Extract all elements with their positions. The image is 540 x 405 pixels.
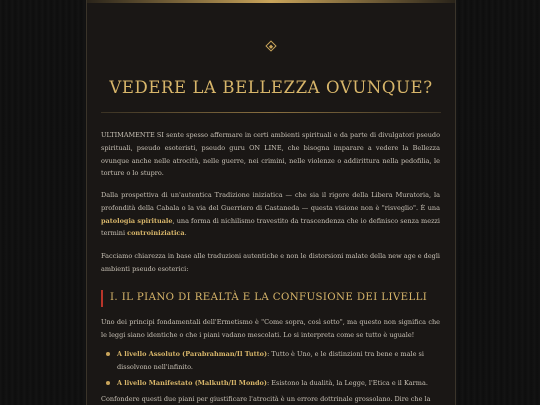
list-item: [101, 348, 440, 374]
list-item-text: : Esistono la dualità, la Legge, l'Etica e il Karma.: [266, 378, 428, 387]
top-gold-bar: [87, 0, 455, 3]
list-item-label: A livello Manifestato (Malkuth/Il Mondo): [117, 378, 267, 387]
intro-paragraph-2-text-a: Dalla prospettiva di un'autentica Tradizione iniziatica — che sia il rigore della Libera Muratoria, la profondità della Cabala o la via del Guerriero di Castaneda — questa visione non è "risveglio". È una: [101, 191, 440, 212]
section-title: I. IL PIANO DI REALTÀ E LA CONFUSIONE DEI LIVELLI: [110, 292, 428, 303]
bullet-icon: [106, 381, 110, 385]
intro-paragraph-2-text-b: , una forma di nichilismo travestito da trascendenza che io definisco senza mezzi termini: [101, 216, 440, 238]
section-paragraph-2: Confondere questi due piani per giustificare l'atrocità è un errore dottrinale grossolano. Dire che la: [101, 395, 431, 403]
article-title: VEDERE LA BELLEZZA OVUNQUE?: [109, 78, 433, 97]
intro-paragraph-2: [101, 189, 440, 240]
highlight-controiniziatica: controiniziatica: [127, 229, 185, 238]
intro-paragraph-2-text-c: .: [184, 229, 187, 238]
section-paragraph-1: Uno dei principi fondamentali dell'Ermetismo è "Come sopra, così sotto", ma questo non significa che le leggi siano identiche o che i piani vadano mescolati. Lo si interpreta come se tutto è uguale!: [101, 318, 440, 339]
list-item-label: A livello Assoluto (Parabrahman/Il Tutto): [117, 350, 268, 358]
intro-paragraph-1: ULTIMAMENTE SI sente spesso affermare in certi ambienti spirituali e da parte di divulgatori pseudo spirituali, pseudo esoteristi, pseudo guru ON LINE, che bisogna imparare a vedere la Bellezza ovunque anche nelle atrocità, nelle guerre, nei crimini, nelle violenze o addirittura nella pedofilia, le torture o lo stupro.: [101, 131, 440, 178]
list-item-text: : Tutto è Uno, e le distinzioni tra bene e male si dissolvono nell'infinito.: [117, 350, 424, 371]
levels-list: [101, 348, 440, 392]
bullet-icon: [106, 352, 110, 356]
diamond-ornament-icon: [265, 40, 276, 51]
section-accent-bar: [101, 290, 103, 307]
intro-paragraph-3: Facciamo chiarezza in base alle traduzioni autentiche e non le distorsioni malate della new age e degli ambienti pseudo esoterici:: [101, 252, 440, 273]
article-card: [86, 0, 456, 405]
highlight-patologia-spirituale: patologia spirituale: [101, 216, 173, 225]
list-item: [101, 377, 440, 390]
title-divider: [101, 112, 441, 113]
section-heading: [101, 290, 440, 308]
